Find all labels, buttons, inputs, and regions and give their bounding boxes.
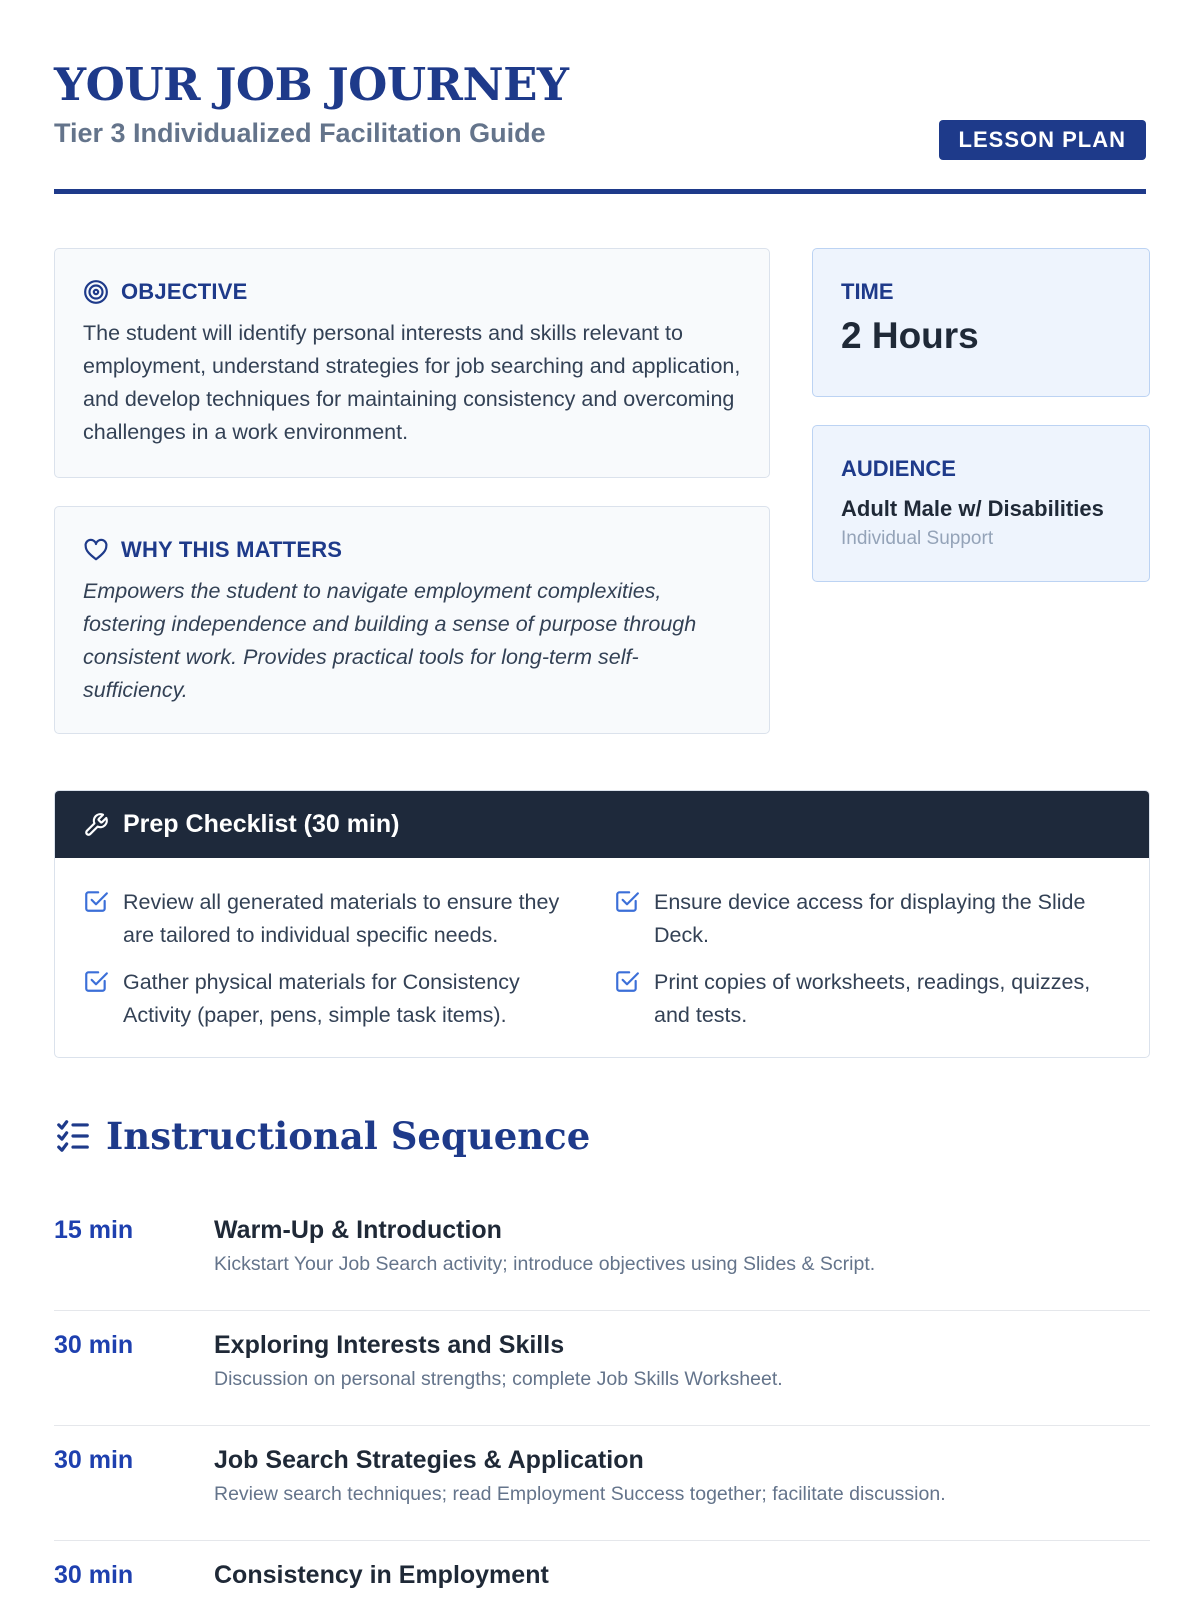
checklist-item [83, 966, 590, 1032]
wrench-icon [83, 812, 109, 838]
heart-icon [83, 537, 109, 563]
objective-text: The student will identify personal interests and skills relevant to employment, understand strategies for job searching and application, and develop techniques for maintaining consistency and overcoming challenges in a work environment. [83, 321, 741, 444]
page-subtitle: Tier 3 Individualized Facilitation Guide [54, 118, 546, 148]
prep-checklist-header [55, 791, 1149, 858]
time-card [812, 248, 1150, 397]
time-value: 2 Hours [841, 315, 979, 356]
audience-card [812, 425, 1150, 582]
step-name: Warm-Up & Introduction [214, 1216, 502, 1244]
prep-checklist-title: Prep Checklist (30 min) [123, 810, 400, 838]
step-duration: 30 min [54, 1561, 134, 1589]
sequence-step [54, 1541, 1150, 1600]
time-label: TIME [841, 279, 894, 304]
checkbox-checked-icon [614, 968, 640, 994]
step-duration: 30 min [54, 1331, 134, 1359]
checklist-item [614, 966, 1121, 1032]
checklist-item-text: Ensure device access for displaying the Slide Deck. [654, 890, 1086, 947]
step-description: Kickstart Your Job Search activity; introduce objectives using Slides & Script. [214, 1253, 876, 1275]
checklist-item-text: Review all generated materials to ensure they are tailored to individual specific needs. [123, 890, 560, 947]
page-header [54, 0, 1146, 194]
sequence-step [54, 1311, 1150, 1426]
step-duration: 30 min [54, 1446, 134, 1474]
instructional-sequence-heading [54, 1114, 590, 1158]
step-name: Consistency in Employment [214, 1561, 549, 1589]
checklist-item [83, 886, 590, 952]
audience-value: Adult Male w/ Disabilities [841, 496, 1104, 521]
why-card [54, 506, 770, 734]
step-description: Discussion on personal strengths; complete Job Skills Worksheet. [214, 1368, 783, 1390]
checkbox-checked-icon [83, 968, 109, 994]
step-name: Exploring Interests and Skills [214, 1331, 565, 1359]
list-check-icon [54, 1117, 92, 1155]
why-label: WHY THIS MATTERS [121, 537, 343, 562]
sequence-step [54, 1426, 1150, 1541]
checklist-item [614, 886, 1121, 952]
audience-sub: Individual Support [841, 528, 994, 549]
objective-label: OBJECTIVE [121, 279, 248, 304]
lesson-plan-badge: LESSON PLAN [939, 120, 1146, 160]
checkbox-checked-icon [83, 888, 109, 914]
prep-checklist [54, 790, 1150, 1058]
checklist-item-text: Gather physical materials for Consistency Activity (paper, pens, simple task items). [123, 970, 520, 1027]
page-title: YOUR JOB JOURNEY [54, 58, 569, 111]
step-name: Job Search Strategies & Application [214, 1446, 644, 1474]
checklist-item-text: Print copies of worksheets, readings, quizzes, and tests. [654, 970, 1091, 1027]
sequence-step [54, 1196, 1150, 1311]
why-text: Empowers the student to navigate employment complexities, fostering independence and building a sense of purpose through consistent work. Provides practical tools for long-term self-sufficiency. [83, 579, 697, 702]
objective-card [54, 248, 770, 478]
step-duration: 15 min [54, 1216, 134, 1244]
sequence-list [54, 1196, 1150, 1600]
checkbox-checked-icon [614, 888, 640, 914]
instructional-sequence-title: Instructional Sequence [106, 1114, 591, 1158]
target-icon [83, 279, 109, 305]
audience-label: AUDIENCE [841, 456, 956, 481]
step-description: Review search techniques; read Employment Success together; facilitate discussion. [214, 1483, 946, 1505]
